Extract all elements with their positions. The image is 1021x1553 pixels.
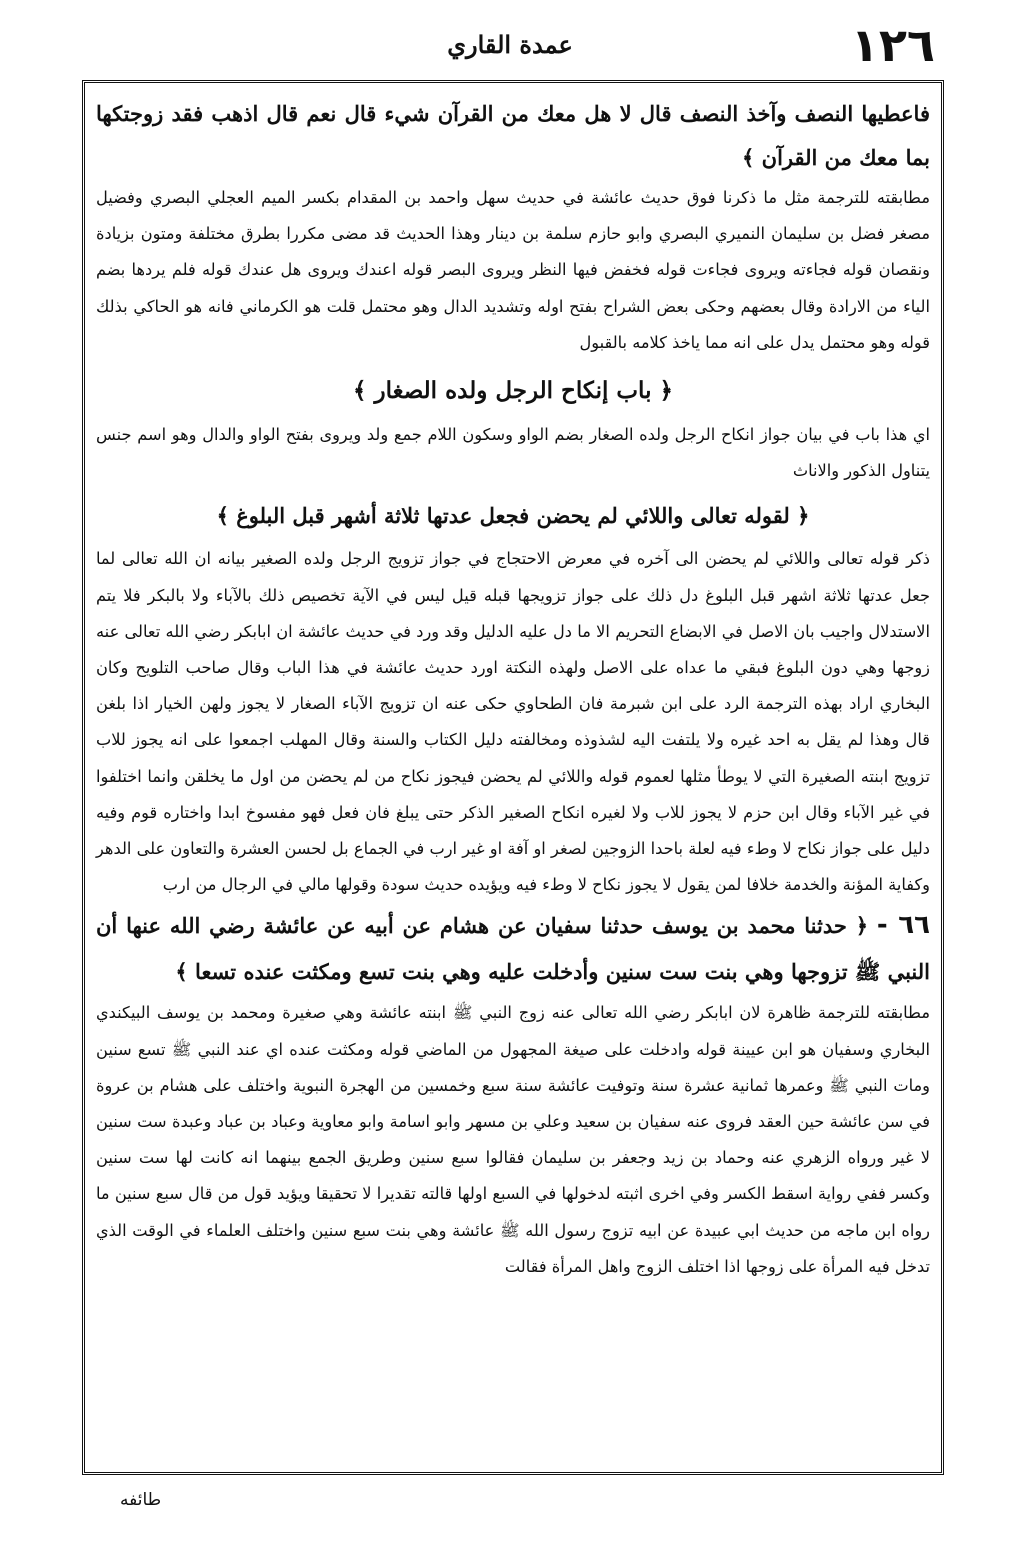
verse-open-ornament-icon: ﴿	[797, 504, 810, 529]
hadith-commentary: مطابقته للترجمة ظاهرة لان ابابكر رضي الله تعالى عنه زوج النبي ﷺ ابنته عائشة وهي صغيرة ومحمد بن يوسف البيكندي البخاري وسفيان هو ابن عيينة قوله وادخلت على صيغة المجهول من الماضي قوله ومكثت عنده اي عند النبي ﷺ تسع سنين ومات النبي ﷺ وعمرها ثمانية عشرة سنة وتوفيت عائشة سنة سبع وخمسين من الهجرة النبوية واختلف على هشام بن عروة في سن عائشة حين العقد فروى عنه سفيان بن سعيد وعلي بن مسهر وابو اسامة وابو معاوية وعباد بن عباد وعبدة ست سنين لا غير ورواه الزهري عنه وحماد بن زيد وجعفر بن سليمان فقالوا سبع سنين وطريق الجمع بينهما انه كانت لها ست سنين وكسر ففي رواية اسقط الكسر وفي اخرى اثبته لدخولها في السبع اولها قالته تقديرا لا تحقيقا ويؤيد قول من قال سبع سنين ما رواه ابن ماجه من حديث ابي عبيدة عن ابيه تزوج رسول الله ﷺ عائشة وهي بنت سبع سنين واختلف العلماء في الوقت الذي تدخل فيه المرأة على زوجها اذا اختلف الزوج واهل المرأة فقالت	[96, 1003, 930, 1276]
hadith-text-continuation	[96, 92, 930, 180]
ornament-right-icon: ﴿	[659, 378, 673, 405]
hadith-close-ornament-icon: ﴾	[175, 960, 188, 985]
hadith-text-continuation-body: فاعطيها النصف وآخذ النصف قال لا هل معك من القرآن شيء قال نعم قال اذهب فقد زوجتكها بما معك من القرآن	[96, 101, 930, 170]
verse-commentary: ذكر قوله تعالى واللائي لم يحضن الى آخره في معرض الاحتجاج في جواز تزويج الرجل ولده الصغير بيانه ان الله تعالى لما جعل عدتها ثلاثة اشهر قبل البلوغ دل ذلك على جواز تزويجها قبله قيل ليس في الآية تخصيص ذلك بالآباء ولا بالبكر فلا يتم الاستدلال واجيب بان الاصل في الابضاع التحريم الا ما دل عليه الدليل وقد ورد في حديث عائشة ان ابابكر رضي الله تعالى عنه زوجها وهي دون البلوغ فبقي ما عداه على الاصل ولهذه النكتة اورد حديث عائشة في هذا الباب وقال صاحب التلويح وكان البخاري اراد بهذه الترجمة الرد على ابن شبرمة فان الطحاوي حكى عنه ان تزويج الآباء الصغار لا يجوز ولهن الخيار اذا بلغن قال وهذا لم يقل به احد غيره ولا يلتفت اليه لشذوذه ومخالفته دليل الكتاب والسنة وقال المهلب اجمعوا على انه يجوز للاب تزويج ابنته الصغيرة التي لا يوطأ مثلها لعموم قوله واللائي لم يحضن فيجوز نكاح من لم يحضن من اول ما يخلقن وانما اختلفوا في غير الآباء وقال ابن حزم لا يجوز للاب ولا لغيره انكاح الصغير الذكر حتى يبلغ فان فعل فهو مفسوخ ابدا واختاره قوم وفيه دليل على جواز نكاح لا وطء فيه لعلة باحدا الزوجين لصغر او آفة او غير ارب في الجماع بل لحسن العشرة والتعاون على الدهر وكفاية المؤنة والخدمة خلافا لمن يقول لا يجوز نكاح لا وطء فيه ويؤيده حديث سودة وقولها مالي في الرجال من ارب	[96, 549, 930, 895]
page-header	[85, 18, 935, 78]
chapter-commentary: اي هذا باب في بيان جواز انكاح الرجل ولده الصغار بضم الواو وسكون اللام جمع ولد ويروى بفتح الواو والدال وهو اسم جنس يتناول الذكور والاناث	[96, 425, 930, 481]
page-body	[96, 92, 930, 1285]
running-title: عمدة القاري	[447, 30, 573, 59]
quran-verse-text: لقوله تعالى واللائي لم يحضن فجعل عدتها ثلاثة أشهر قبل البلوغ	[236, 503, 790, 529]
quran-verse	[96, 495, 930, 537]
hadith-open-ornament-icon: ﴿	[855, 914, 869, 939]
closing-ornament-icon: ﴾	[742, 146, 755, 170]
chapter-heading	[96, 371, 930, 411]
hadith-block	[96, 903, 930, 995]
ornament-left-icon: ﴾	[353, 378, 367, 405]
verse-close-ornament-icon: ﴾	[216, 504, 229, 529]
hadith-text: حدثنا محمد بن يوسف حدثنا سفيان عن هشام عن أبيه عن عائشة رضي الله عنها أن النبي ﷺ تزوجها وهي بنت ست سنين وأدخلت عليه وهي بنت تسع ومكثت عنده تسعا	[96, 913, 930, 985]
chapter-title: باب إنكاح الرجل ولده الصغار	[374, 377, 652, 405]
page-number: ١٢٦	[850, 18, 935, 72]
hadith-number: ٦٦ -	[876, 910, 930, 941]
commentary-paragraph: مطابقته للترجمة مثل ما ذكرنا فوق حديث عائشة في حديث سهل واحمد بن المقدام بكسر الميم العجلي البصري وفضيل مصغر فضل بن سليمان النميري البصري وابو حازم سلمة بن دينار وهذا الحديث قد مضى مكررا بطرق مختلفة ومتون بزيادة ونقصان قوله فجاءته ويروى فجاءت قوله فخفض فيها النظر ويروى البصر قوله اعندك ويروى هل عندك قوله فلم يردها بضم الياء من الارادة وقال بعضهم وحكى بعض الشراح بفتح اوله وتشديد الدال وهو محتمل قلت هو الكرماني فانه هو الحاكي بذلك قوله وهو محتمل يدل على انه مما ياخذ كلامه بالقبول	[96, 188, 930, 352]
catchword: طائفه	[120, 1490, 162, 1510]
